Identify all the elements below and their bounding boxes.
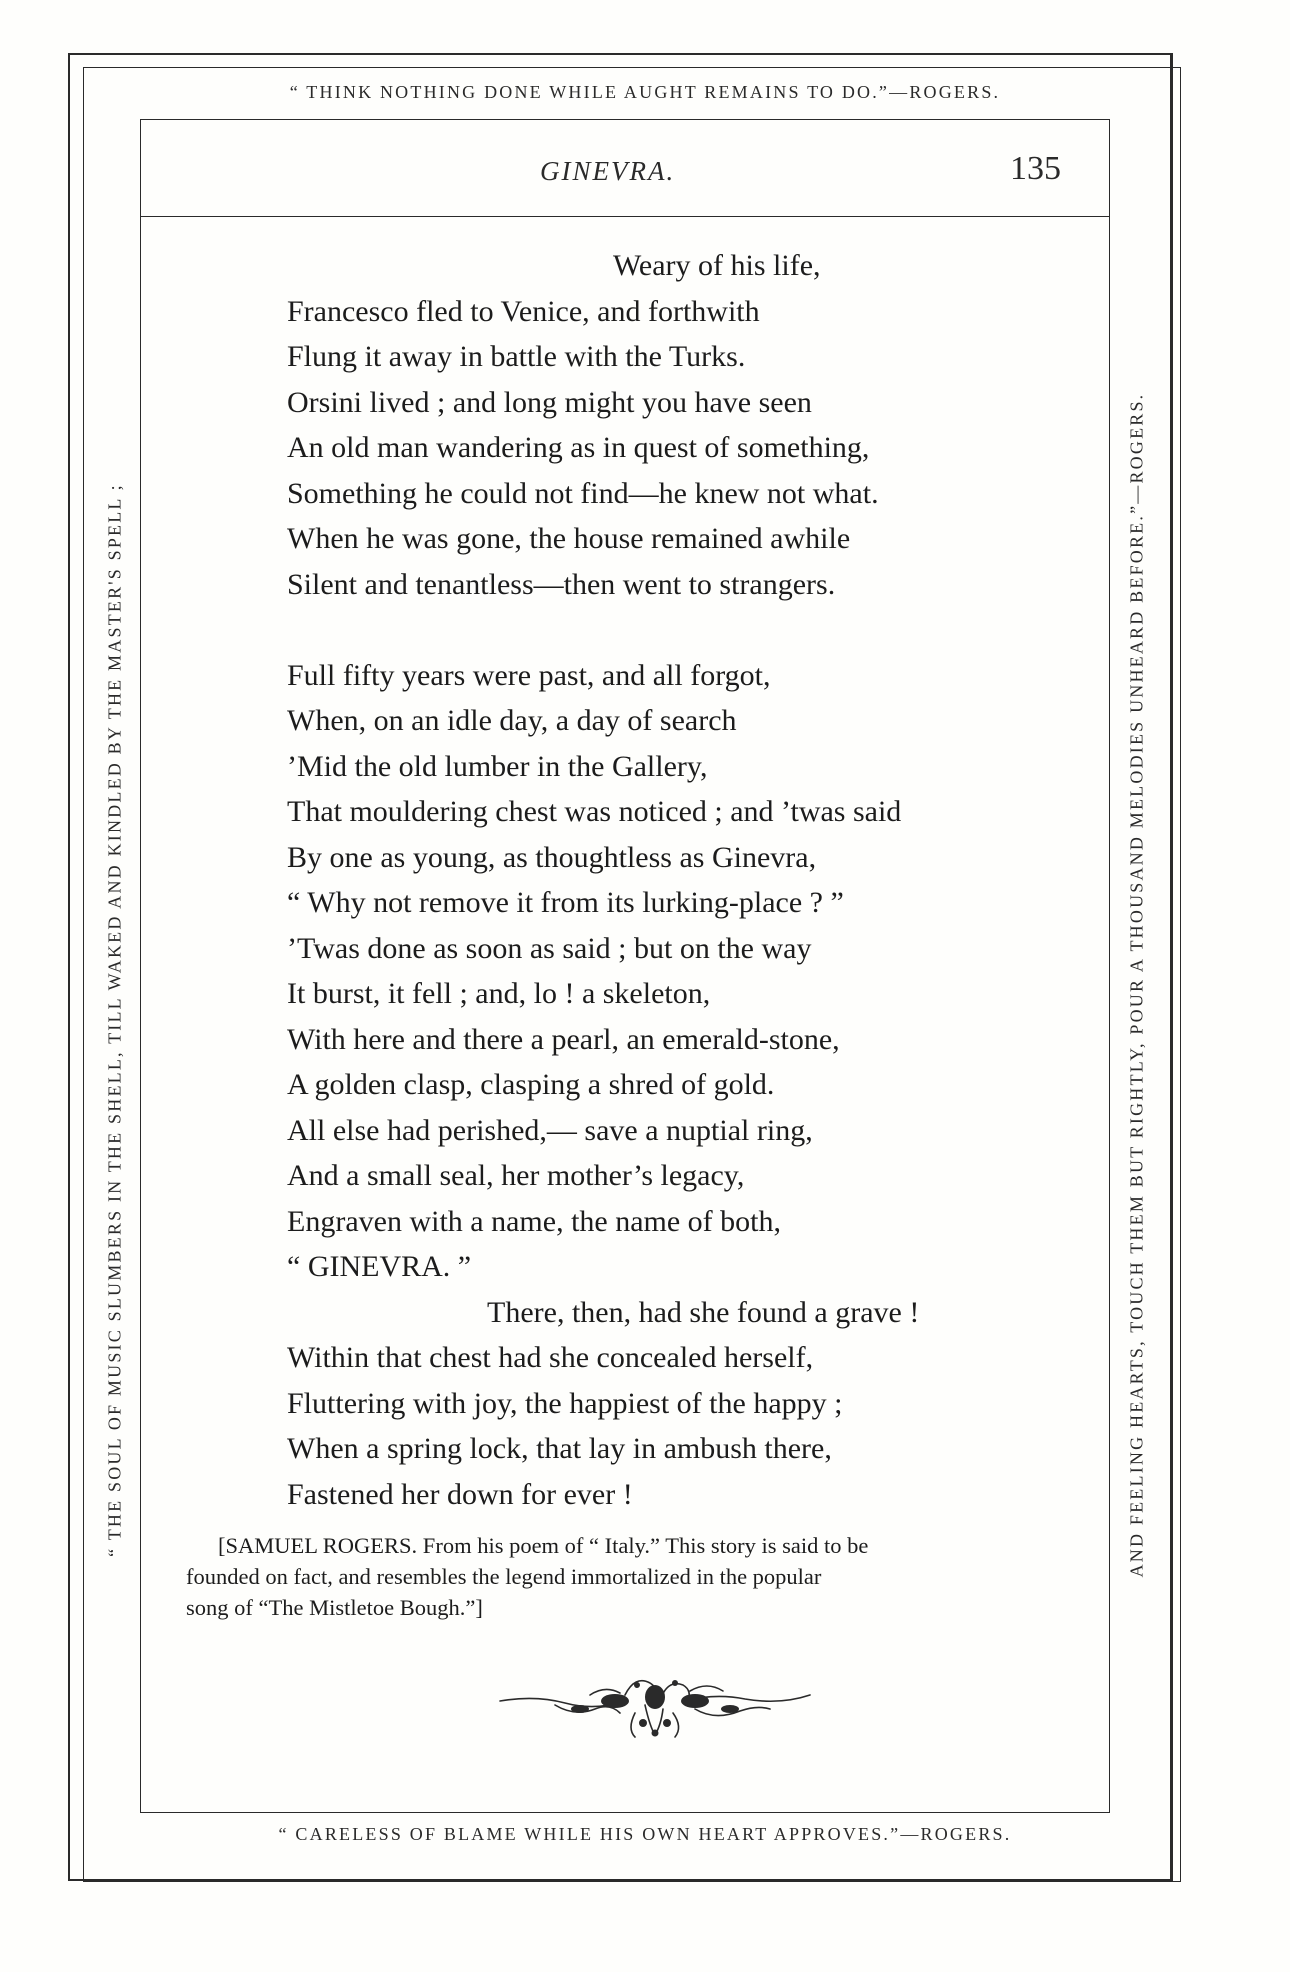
poem-line: “ GINEVRA. ” <box>287 1250 472 1283</box>
poem-line: Francesco fled to Venice, and forthwith <box>287 294 760 328</box>
note-line: song of “The Mistletoe Bough.”] <box>186 1595 483 1620</box>
poem-line: That mouldering chest was noticed ; and ’twas said <box>287 795 902 828</box>
poem-line: It burst, it fell ; and, lo ! a skeleton, <box>287 977 711 1010</box>
page-number: 135 <box>1010 150 1061 187</box>
poem-line: ’Twas done as soon as said ; but on the way <box>287 931 812 965</box>
poem-line: All else had perished,— save a nuptial ring, <box>287 1113 813 1147</box>
poem-line: There, then, had she found a grave ! <box>487 1295 920 1329</box>
header-rule <box>140 216 1110 217</box>
poem-line: Within that chest had she concealed herself, <box>287 1341 814 1374</box>
poem-line: By one as young, as thoughtless as Ginevra, <box>287 840 817 874</box>
poem-line: Weary of his life, <box>613 249 821 282</box>
poem-body <box>287 243 1087 1517</box>
note-line: [SAMUEL ROGERS. From his poem of “ Italy.” This story is said to be <box>218 1533 869 1558</box>
poem-line: “ Why not remove it from its lurking-place ? ” <box>287 886 844 919</box>
poem-line: With here and there a pearl, an emerald-stone, <box>287 1022 840 1056</box>
poem-line: Fluttering with joy, the happiest of the happy ; <box>287 1386 843 1420</box>
poem-line: Full fifty years were past, and all forgot, <box>287 658 771 692</box>
note-line: founded on fact, and resembles the legend immortalized in the popular <box>186 1564 822 1589</box>
poem-line: Fastened her down for ever ! <box>287 1477 633 1511</box>
poem-line: Silent and tenantless—then went to strangers. <box>287 567 836 601</box>
poem-line: And a small seal, her mother’s legacy, <box>287 1159 745 1192</box>
poem-line: Engraven with a name, the name of both, <box>287 1204 782 1238</box>
poem-line: An old man wandering as in quest of something, <box>287 431 870 464</box>
source-note <box>186 1530 1086 1623</box>
running-title: GINEVRA. <box>540 156 676 186</box>
poem-line: Flung it away in battle with the Turks. <box>287 340 746 373</box>
motto-right: AND FEELING HEARTS, TOUCH THEM BUT RIGHTLY, POUR A THOUSAND MELODIES UNHEARD BEFORE.”—ROGERS. <box>1126 392 1147 1578</box>
poem-line: A golden clasp, clasping a shred of gold. <box>287 1068 775 1101</box>
poem-line: Orsini lived ; and long might you have seen <box>287 385 812 419</box>
poem-line: When a spring lock, that lay in ambush there, <box>287 1432 832 1465</box>
poem-line: When he was gone, the house remained awhile <box>287 522 851 555</box>
motto-bottom: “ CARELESS OF BLAME WHILE HIS OWN HEART APPROVES.”—ROGERS. <box>278 1824 1012 1844</box>
stanza-break <box>287 607 1087 653</box>
floral-ornament-icon <box>495 1665 815 1745</box>
poem-line: Something he could not find—he knew not what. <box>287 476 879 510</box>
poem-line: When, on an idle day, a day of search <box>287 704 737 737</box>
motto-left: “ THE SOUL OF MUSIC SLUMBERS IN THE SHELL, TILL WAKED AND KINDLED BY THE MASTER'S SPELL ; <box>104 483 125 1557</box>
motto-top: “ THINK NOTHING DONE WHILE AUGHT REMAINS TO DO.”—ROGERS. <box>289 82 1001 102</box>
poem-line: ’Mid the old lumber in the Gallery, <box>287 749 708 783</box>
